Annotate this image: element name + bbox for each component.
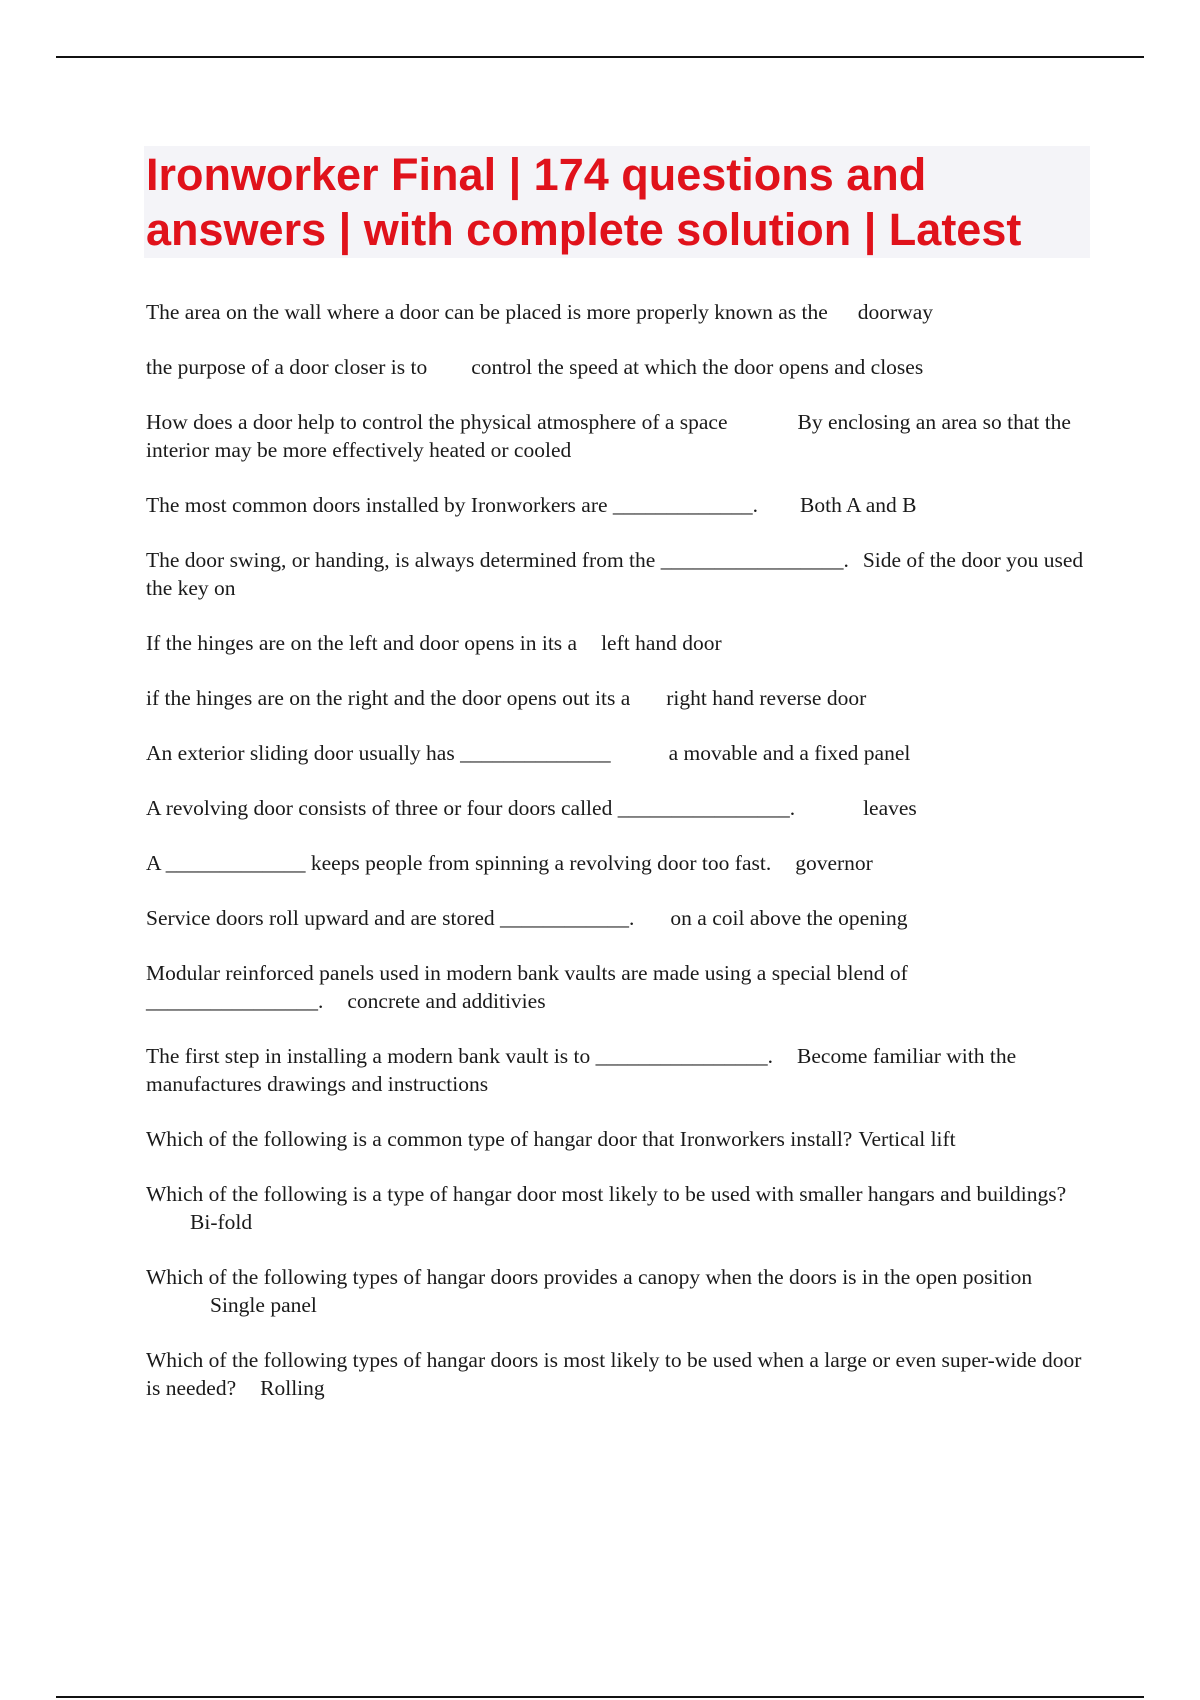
question: The first step in installing a modern bank vault is to ________________. — [146, 1044, 774, 1068]
qa-item — [146, 959, 1090, 1015]
answer: doorway — [857, 300, 933, 324]
qa-item — [146, 629, 1090, 657]
answer: right hand reverse door — [666, 686, 867, 710]
answer: control the speed at which the door opens and closes — [471, 355, 924, 379]
answer: a movable and a fixed panel — [668, 741, 911, 765]
question: How does a door help to control the physical atmosphere of a space — [146, 410, 728, 434]
question: The door swing, or handing, is always determined from the _________________. — [146, 548, 849, 572]
question: if the hinges are on the right and the door opens out its a — [146, 686, 631, 710]
qa-item — [146, 904, 1090, 932]
qa-item — [146, 491, 1090, 519]
qa-item — [146, 684, 1090, 712]
question: If the hinges are on the left and door opens in its a — [146, 631, 578, 655]
answer: Side of the door you used the key on — [146, 548, 1084, 600]
qa-item — [146, 408, 1090, 464]
question: The area on the wall where a door can be placed is more properly known as the — [146, 300, 828, 324]
question: An exterior sliding door usually has ______________ — [146, 741, 611, 765]
question: A revolving door consists of three or four doors called ________________. — [146, 796, 796, 820]
question: Modular reinforced panels used in modern bank vaults are made using a special blend of ________________. — [146, 961, 908, 1013]
qa-item — [146, 794, 1090, 822]
answer: By enclosing an area so that the interior may be more effectively heated or cooled — [146, 410, 1071, 462]
qa-item — [146, 1125, 1090, 1153]
qa-item — [146, 546, 1090, 602]
answer: Single panel — [210, 1293, 317, 1317]
bottom-rule — [56, 1696, 1144, 1698]
answer: leaves — [863, 796, 917, 820]
answer: Vertical lift — [858, 1127, 956, 1151]
top-rule — [56, 56, 1144, 58]
qa-item — [146, 1180, 1090, 1236]
answer: governor — [795, 851, 873, 875]
qa-item — [146, 353, 1090, 381]
question: Service doors roll upward and are stored ____________. — [146, 906, 635, 930]
answer: concrete and additivies — [347, 989, 546, 1013]
qa-item — [146, 298, 1090, 326]
qa-item — [146, 739, 1090, 767]
title-box — [144, 146, 1090, 258]
answer: on a coil above the opening — [670, 906, 908, 930]
document-title — [146, 146, 1090, 257]
qa-item — [146, 1346, 1090, 1402]
title-line-2: answers | with complete solution | Latest — [146, 204, 1022, 255]
title-line-1: Ironworker Final | 174 questions and — [146, 149, 927, 200]
qa-list — [146, 298, 1090, 1429]
question: Which of the following types of hangar doors provides a canopy when the doors is in the open position — [146, 1265, 1033, 1289]
question: Which of the following types of hangar doors is most likely to be used when a large or even super-wide door is needed? — [146, 1348, 1082, 1400]
question: the purpose of a door closer is to — [146, 355, 428, 379]
question: Which of the following is a common type of hangar door that Ironworkers install? — [146, 1127, 853, 1151]
answer: Both A and B — [800, 493, 917, 517]
answer: Bi-fold — [190, 1210, 253, 1234]
answer: Become familiar with the manufactures drawings and instructions — [146, 1044, 1017, 1096]
question: The most common doors installed by Ironworkers are _____________. — [146, 493, 759, 517]
qa-item — [146, 1042, 1090, 1098]
question: A _____________ keeps people from spinning a revolving door too fast. — [146, 851, 772, 875]
answer: left hand door — [601, 631, 722, 655]
qa-item — [146, 1263, 1090, 1319]
answer: Rolling — [260, 1376, 325, 1400]
question: Which of the following is a type of hangar door most likely to be used with smaller hangars and buildings? — [146, 1182, 1067, 1206]
qa-item — [146, 849, 1090, 877]
